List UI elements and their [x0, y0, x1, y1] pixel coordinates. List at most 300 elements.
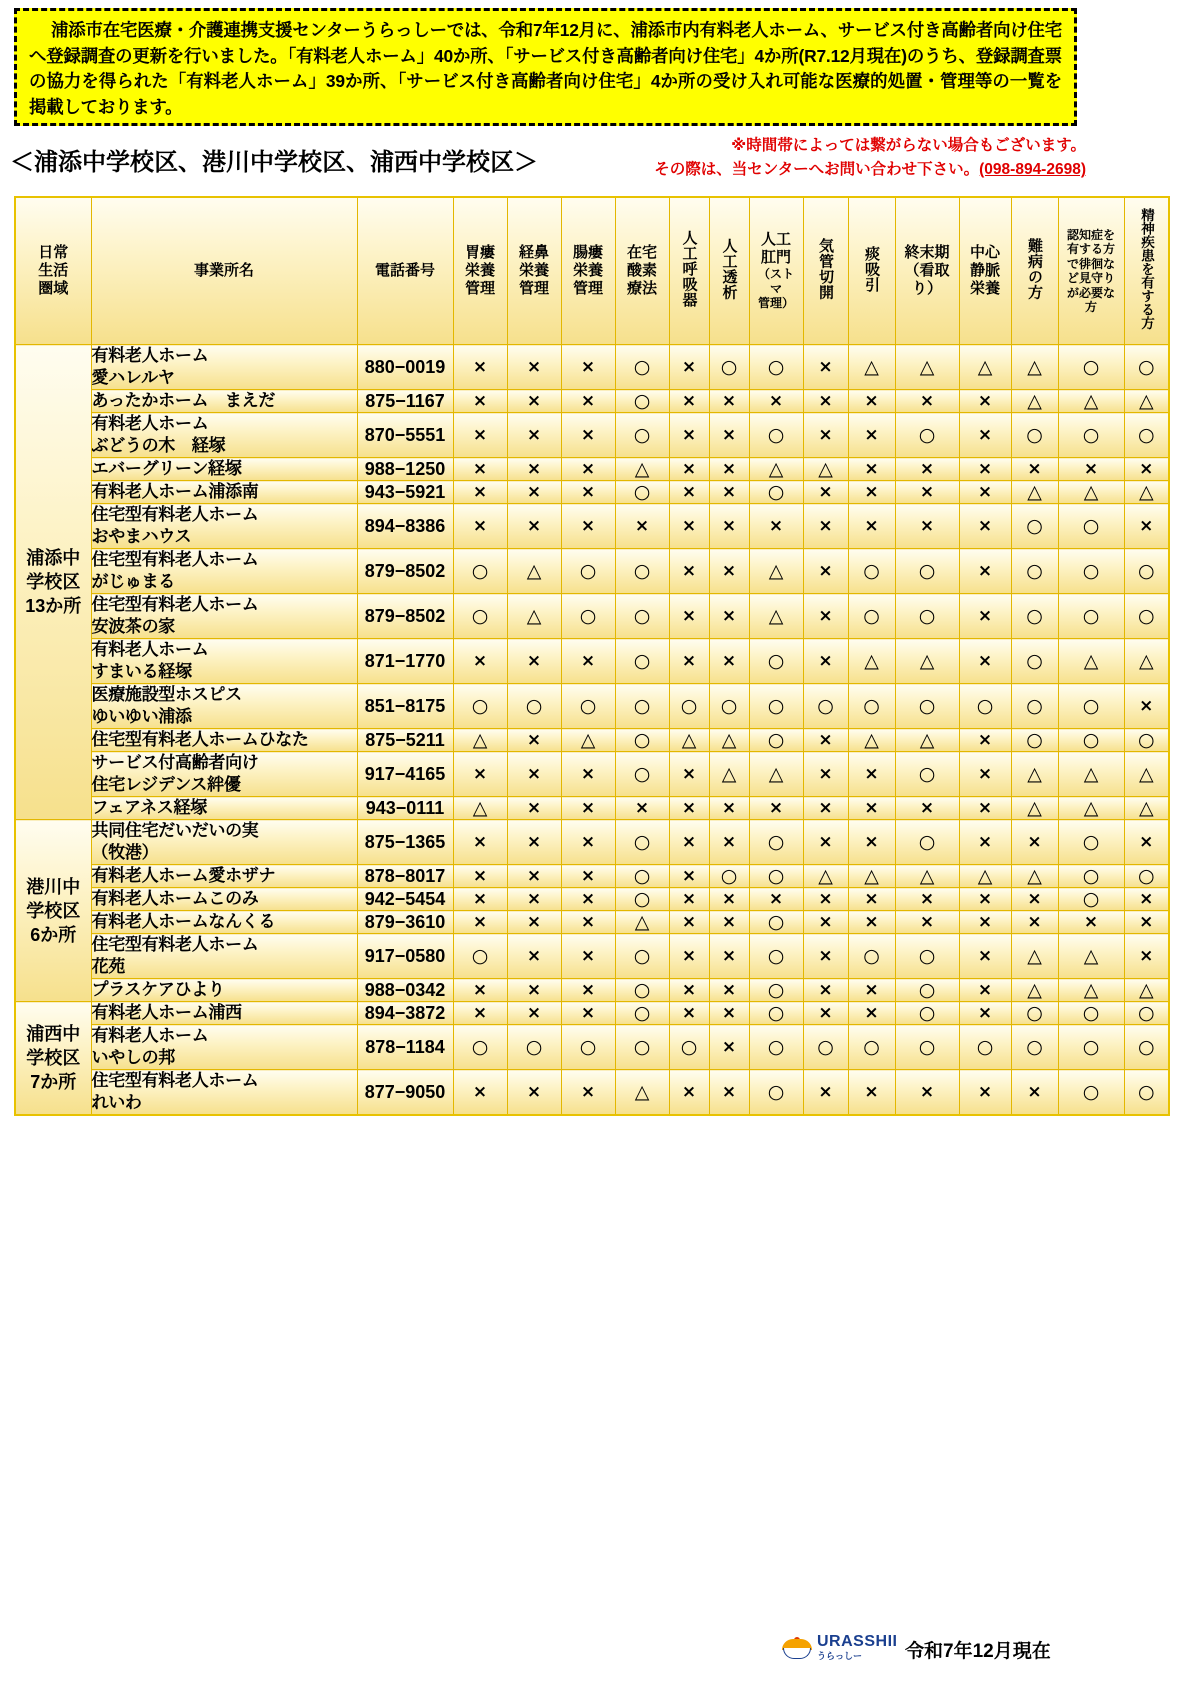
phone-cell: 880−0019: [357, 345, 453, 390]
logo-sub-text: うらっしー: [817, 1651, 863, 1661]
capability-cell: ○: [1058, 888, 1124, 911]
facility-name-line: 有料老人ホーム: [91, 414, 209, 433]
hdr-l1: 胃瘻: [464, 244, 495, 261]
capability-cell: ×: [453, 865, 507, 888]
table-row: [15, 594, 1169, 639]
capability-cell: ×: [561, 639, 615, 684]
capability-cell: ×: [561, 413, 615, 458]
capability-cell: ×: [561, 934, 615, 979]
capability-cell: ×: [959, 413, 1011, 458]
facility-name-line: 住宅型有料老人ホームひなた: [91, 730, 309, 749]
bowl-icon: [782, 1637, 812, 1659]
capability-cell: ○: [615, 549, 669, 594]
capability-cell: △: [959, 345, 1011, 390]
capability-cell: ×: [803, 504, 848, 549]
capability-cell: ○: [615, 594, 669, 639]
capability-cell: ○: [615, 729, 669, 752]
phone-cell: 894−3872: [357, 1002, 453, 1025]
facility-name-line: プラスケアひより: [91, 980, 225, 999]
capability-cell: ×: [507, 865, 561, 888]
capability-cell: ×: [453, 888, 507, 911]
capability-cell: ×: [669, 934, 709, 979]
capability-cell: ×: [1124, 934, 1169, 979]
capability-cell: ×: [453, 390, 507, 413]
capability-cell: △: [848, 345, 895, 390]
capability-cell: ○: [615, 1025, 669, 1070]
capability-cell: ×: [561, 345, 615, 390]
capability-cell: ○: [848, 594, 895, 639]
phone-cell: 879−3610: [357, 911, 453, 934]
area-label-line: 7か所: [30, 1072, 77, 1092]
capability-cell: ○: [1124, 345, 1169, 390]
capability-cell: ○: [1011, 1025, 1058, 1070]
facility-name-cell: [91, 639, 357, 684]
capability-cell: ×: [709, 1070, 749, 1116]
capability-cell: △: [1011, 752, 1058, 797]
capability-cell: △: [749, 549, 803, 594]
capability-cell: ×: [803, 888, 848, 911]
capability-cell: ○: [895, 684, 959, 729]
capability-cell: ○: [615, 481, 669, 504]
hdr-l3: 管理: [464, 280, 495, 297]
capability-cell: △: [1011, 481, 1058, 504]
capability-cell: ○: [1058, 413, 1124, 458]
hdr-l2: 肛門: [760, 249, 791, 267]
hdr-l2: （看取: [904, 262, 950, 279]
capability-cell: ×: [453, 504, 507, 549]
capability-cell: ×: [1058, 458, 1124, 481]
capability-cell: ×: [848, 752, 895, 797]
capability-cell: ○: [615, 865, 669, 888]
facility-name-cell: [91, 1025, 357, 1070]
capability-cell: ×: [669, 979, 709, 1002]
capability-cell: ×: [561, 1070, 615, 1116]
capability-cell: △: [1058, 979, 1124, 1002]
capability-cell: △: [1124, 979, 1169, 1002]
warning-line-2-text: その際は、当センターへお問い合わせ下さい。: [654, 161, 980, 178]
capability-cell: △: [709, 752, 749, 797]
capability-cell: ×: [749, 504, 803, 549]
capability-cell: ×: [709, 934, 749, 979]
capability-cell: ×: [803, 979, 848, 1002]
header-mental-illness: [1124, 197, 1169, 345]
capability-cell: ×: [709, 413, 749, 458]
phone-cell: 917−4165: [357, 752, 453, 797]
capability-cell: ×: [1124, 911, 1169, 934]
capability-cell: ○: [1058, 729, 1124, 752]
facility-name-line: 有料老人ホーム浦添南: [91, 482, 259, 501]
facility-name-line: 有料老人ホームなんくる: [91, 912, 276, 931]
capability-cell: ×: [803, 729, 848, 752]
urasshii-logo: [782, 1634, 897, 1661]
capability-cell: ○: [749, 684, 803, 729]
capability-cell: ○: [895, 934, 959, 979]
facility-name-line: 共同住宅だいだいの実: [91, 821, 259, 840]
capability-cell: ○: [749, 934, 803, 979]
facility-name-cell: [91, 865, 357, 888]
capability-cell: ○: [895, 549, 959, 594]
capability-cell: ×: [895, 458, 959, 481]
capability-cell: △: [749, 594, 803, 639]
area-label-line: 6か所: [30, 924, 77, 945]
capability-cell: ×: [669, 345, 709, 390]
warning-line-1: ※時間帯によっては繋がらない場合もございます。: [731, 137, 1086, 154]
facility-name-line: 有料老人ホームこのみ: [91, 889, 259, 908]
capability-cell: ×: [669, 752, 709, 797]
capability-cell: ○: [1011, 549, 1058, 594]
header-area-l2: 生活: [38, 262, 69, 279]
capability-cell: ×: [669, 1070, 709, 1116]
footer: [0, 1630, 1100, 1678]
capability-cell: ×: [453, 911, 507, 934]
capability-cell: ×: [709, 481, 749, 504]
hdr-vertical: 気管切開: [817, 237, 834, 300]
table-header-row: [15, 197, 1169, 345]
capability-cell: ×: [453, 481, 507, 504]
phone-cell: 943−0111: [357, 797, 453, 820]
facility-name-line: フェアネス経塚: [91, 798, 207, 817]
capability-cell: △: [1124, 797, 1169, 820]
capability-cell: ×: [959, 390, 1011, 413]
capability-cell: ○: [959, 1025, 1011, 1070]
capability-cell: △: [1058, 797, 1124, 820]
capability-cell: ○: [803, 684, 848, 729]
hdr-l1: 腸瘻: [572, 244, 603, 261]
capability-cell: ×: [848, 413, 895, 458]
table-row: [15, 390, 1169, 413]
capability-cell: ○: [848, 684, 895, 729]
hdr-l3: 管理: [518, 280, 549, 297]
capability-cell: ○: [959, 684, 1011, 729]
table-row: [15, 865, 1169, 888]
facility-name-cell: [91, 481, 357, 504]
capability-cell: ×: [709, 458, 749, 481]
header-dementia-wandering: [1058, 197, 1124, 345]
capability-cell: ×: [561, 481, 615, 504]
facility-name-line: おやまハウス: [91, 527, 192, 546]
capability-cell: ×: [507, 797, 561, 820]
capability-cell: ○: [615, 820, 669, 865]
capability-cell: △: [803, 865, 848, 888]
logo-text: [817, 1634, 897, 1661]
phone-cell: 851−8175: [357, 684, 453, 729]
header-end-of-life: [895, 197, 959, 345]
capability-cell: ×: [959, 458, 1011, 481]
facility-name-line: 住宅型有料老人ホーム: [91, 505, 259, 524]
capability-cell: ×: [959, 729, 1011, 752]
capability-cell: ×: [709, 504, 749, 549]
area-label-line: 港川中: [26, 876, 81, 897]
capability-cell: ×: [669, 888, 709, 911]
capability-cell: ○: [848, 549, 895, 594]
capability-cell: ○: [615, 345, 669, 390]
capability-cell: ×: [848, 911, 895, 934]
table-row: [15, 934, 1169, 979]
capability-cell: ○: [709, 345, 749, 390]
capability-cell: ×: [959, 1002, 1011, 1025]
capability-cell: ×: [959, 594, 1011, 639]
capability-cell: △: [1011, 865, 1058, 888]
capability-cell: ○: [615, 1002, 669, 1025]
capability-cell: ○: [895, 413, 959, 458]
logo-main-text: URASSHII: [817, 1633, 898, 1650]
capability-cell: △: [1058, 752, 1124, 797]
capability-cell: ○: [895, 820, 959, 865]
capability-cell: ○: [1011, 594, 1058, 639]
facility-name-line: 安波茶の家: [91, 617, 175, 636]
capability-cell: ×: [959, 888, 1011, 911]
capability-cell: △: [669, 729, 709, 752]
area-cell: [15, 1002, 91, 1116]
capability-cell: ×: [959, 979, 1011, 1002]
facility-name-line: 有料老人ホーム浦西: [91, 1003, 242, 1022]
capability-cell: ×: [803, 797, 848, 820]
capability-cell: ○: [895, 752, 959, 797]
hdr-l2: 酸素: [626, 262, 657, 279]
capability-cell: △: [561, 729, 615, 752]
table-row: [15, 549, 1169, 594]
capability-cell: ○: [1058, 345, 1124, 390]
hdr-l3: 栄養: [969, 280, 1000, 297]
capability-cell: △: [848, 729, 895, 752]
capability-cell: ×: [848, 797, 895, 820]
capability-cell: △: [895, 729, 959, 752]
capability-cell: ×: [507, 979, 561, 1002]
header-home-oxygen: [615, 197, 669, 345]
facility-name-cell: [91, 390, 357, 413]
capability-cell: ○: [1011, 1002, 1058, 1025]
facility-name-cell: [91, 934, 357, 979]
table-row: [15, 639, 1169, 684]
capability-cell: ×: [453, 639, 507, 684]
capability-cell: △: [1058, 481, 1124, 504]
capability-cell: ×: [803, 390, 848, 413]
hdr-l3: 管理: [572, 280, 603, 297]
facility-name-cell: [91, 752, 357, 797]
capability-cell: ×: [959, 820, 1011, 865]
hdr-l2: 栄養: [464, 262, 495, 279]
capability-cell: ×: [709, 639, 749, 684]
capability-cell: ×: [561, 504, 615, 549]
capability-cell: △: [848, 639, 895, 684]
capability-cell: ×: [709, 594, 749, 639]
capability-cell: ×: [848, 458, 895, 481]
capability-cell: ×: [803, 1070, 848, 1116]
capability-cell: ×: [507, 911, 561, 934]
center-phone-number: (098-894-2698): [979, 161, 1086, 178]
capability-cell: ○: [895, 1002, 959, 1025]
capability-cell: ×: [507, 481, 561, 504]
capability-cell: ×: [709, 797, 749, 820]
capability-cell: ○: [453, 934, 507, 979]
capability-cell: △: [749, 458, 803, 481]
capability-cell: ×: [507, 504, 561, 549]
facility-name-line: （牧港）: [91, 843, 159, 862]
facility-name-line: 住宅レジデンス絆優: [91, 775, 241, 794]
facility-name-cell: [91, 1070, 357, 1116]
capability-cell: ○: [561, 594, 615, 639]
facility-name-line: がじゅまる: [91, 572, 175, 591]
capability-cell: ×: [453, 979, 507, 1002]
capability-cell: ×: [561, 458, 615, 481]
capability-cell: ×: [895, 888, 959, 911]
capability-cell: ×: [669, 549, 709, 594]
capability-cell: ×: [803, 934, 848, 979]
capability-cell: ×: [453, 752, 507, 797]
capability-cell: ×: [959, 481, 1011, 504]
table-row: [15, 413, 1169, 458]
capability-cell: ×: [561, 797, 615, 820]
capability-cell: ○: [1124, 1070, 1169, 1116]
hdr-l3: り）: [911, 280, 942, 297]
capability-cell: ○: [1058, 684, 1124, 729]
capability-cell: ○: [1124, 549, 1169, 594]
capability-cell: △: [1011, 797, 1058, 820]
phone-cell: 870−5551: [357, 413, 453, 458]
area-label-line: 浦添中: [26, 548, 81, 568]
capability-cell: ×: [895, 481, 959, 504]
capability-cell: ×: [507, 820, 561, 865]
hdr-l2: 栄養: [518, 262, 549, 279]
phone-cell: 942−5454: [357, 888, 453, 911]
hdr-l1: 人工: [760, 231, 791, 249]
capability-cell: ○: [615, 684, 669, 729]
capability-cell: ×: [848, 888, 895, 911]
facility-name-line: サービス付高齢者向け: [91, 753, 259, 772]
capability-cell: ○: [1124, 1002, 1169, 1025]
facility-name-line: 有料老人ホーム愛ホザナ: [91, 866, 276, 885]
capability-cell: ○: [1058, 594, 1124, 639]
capability-cell: ×: [1124, 888, 1169, 911]
capability-cell: ×: [749, 390, 803, 413]
capability-cell: △: [453, 729, 507, 752]
capability-cell: ○: [615, 888, 669, 911]
capability-cell: ×: [803, 481, 848, 504]
warning-note: [556, 134, 1086, 182]
capability-cell: ○: [561, 684, 615, 729]
capability-cell: ×: [709, 979, 749, 1002]
capability-cell: ×: [803, 345, 848, 390]
capability-cell: ×: [669, 865, 709, 888]
facility-name-line: あったかホーム まえだ: [91, 391, 276, 410]
hdr-l2: 静脈: [969, 262, 1000, 279]
capability-cell: ○: [749, 979, 803, 1002]
capability-cell: ○: [1058, 1070, 1124, 1116]
capability-cell: ×: [895, 390, 959, 413]
capability-cell: ○: [669, 1025, 709, 1070]
header-gastrostomy: [453, 197, 507, 345]
capability-cell: ×: [507, 1002, 561, 1025]
capability-cell: △: [1124, 481, 1169, 504]
capability-cell: ×: [1011, 888, 1058, 911]
capability-cell: ○: [1011, 729, 1058, 752]
facility-name-cell: [91, 504, 357, 549]
capability-cell: ×: [848, 481, 895, 504]
table-row: [15, 345, 1169, 390]
facility-name-cell: [91, 979, 357, 1002]
notice-banner: [14, 8, 1077, 126]
phone-cell: 877−9050: [357, 1070, 453, 1116]
capability-cell: △: [1124, 390, 1169, 413]
capability-cell: △: [895, 865, 959, 888]
header-stoma: [749, 197, 803, 345]
capability-cell: ×: [453, 458, 507, 481]
capability-cell: ×: [1011, 911, 1058, 934]
capability-cell: ×: [895, 504, 959, 549]
capability-cell: ×: [1124, 684, 1169, 729]
capability-cell: ○: [1011, 504, 1058, 549]
header-dialysis: [709, 197, 749, 345]
capability-cell: ×: [561, 1002, 615, 1025]
table-row: [15, 820, 1169, 865]
facility-name-cell: [91, 413, 357, 458]
capability-cell: ○: [1124, 594, 1169, 639]
capability-cell: ×: [669, 481, 709, 504]
capability-cell: ×: [561, 888, 615, 911]
capability-cell: ×: [803, 911, 848, 934]
capability-cell: △: [1124, 639, 1169, 684]
phone-cell: 875−1167: [357, 390, 453, 413]
capability-cell: ×: [848, 390, 895, 413]
hdr-text: 認知症を有する方で徘徊など見守りが必要な方: [1066, 227, 1115, 314]
capability-cell: ○: [749, 345, 803, 390]
capability-cell: △: [959, 865, 1011, 888]
capability-cell: ×: [507, 1070, 561, 1116]
hdr-l1: 在宅: [626, 244, 657, 261]
capability-cell: ×: [749, 797, 803, 820]
capability-cell: ×: [507, 729, 561, 752]
capability-cell: △: [615, 911, 669, 934]
capability-cell: △: [1058, 934, 1124, 979]
capability-cell: △: [709, 729, 749, 752]
facility-name-line: 住宅型有料老人ホーム: [91, 595, 259, 614]
area-label-line: 浦西中: [26, 1024, 81, 1044]
facility-name-line: 住宅型有料老人ホーム: [91, 1071, 259, 1090]
capability-cell: ×: [669, 820, 709, 865]
capability-cell: ×: [453, 413, 507, 458]
capability-cell: ○: [615, 390, 669, 413]
area-label-line: 13か所: [25, 596, 82, 616]
capability-cell: ×: [803, 413, 848, 458]
facility-table: [14, 196, 1170, 1116]
capability-cell: ○: [803, 1025, 848, 1070]
capability-cell: ×: [1124, 504, 1169, 549]
capability-cell: ○: [749, 865, 803, 888]
capability-cell: ○: [1058, 549, 1124, 594]
header-ventilator: [669, 197, 709, 345]
table-row: [15, 481, 1169, 504]
capability-cell: ○: [895, 979, 959, 1002]
capability-cell: ○: [1058, 1025, 1124, 1070]
capability-cell: △: [803, 458, 848, 481]
capability-cell: ×: [669, 390, 709, 413]
area-label-line: 学校区: [26, 572, 81, 592]
capability-cell: ×: [895, 911, 959, 934]
capability-cell: ○: [615, 979, 669, 1002]
hdr-l1: 終末期: [904, 244, 950, 261]
capability-cell: ○: [1124, 865, 1169, 888]
header-area: [15, 197, 91, 345]
phone-cell: 879−8502: [357, 549, 453, 594]
capability-cell: ×: [1011, 820, 1058, 865]
capability-cell: ×: [959, 504, 1011, 549]
hdr-l3: 療法: [626, 280, 657, 297]
capability-cell: ○: [615, 752, 669, 797]
capability-cell: ○: [1011, 639, 1058, 684]
capability-cell: ○: [749, 639, 803, 684]
table-row: [15, 458, 1169, 481]
hdr-l4: 管理）: [757, 296, 794, 311]
